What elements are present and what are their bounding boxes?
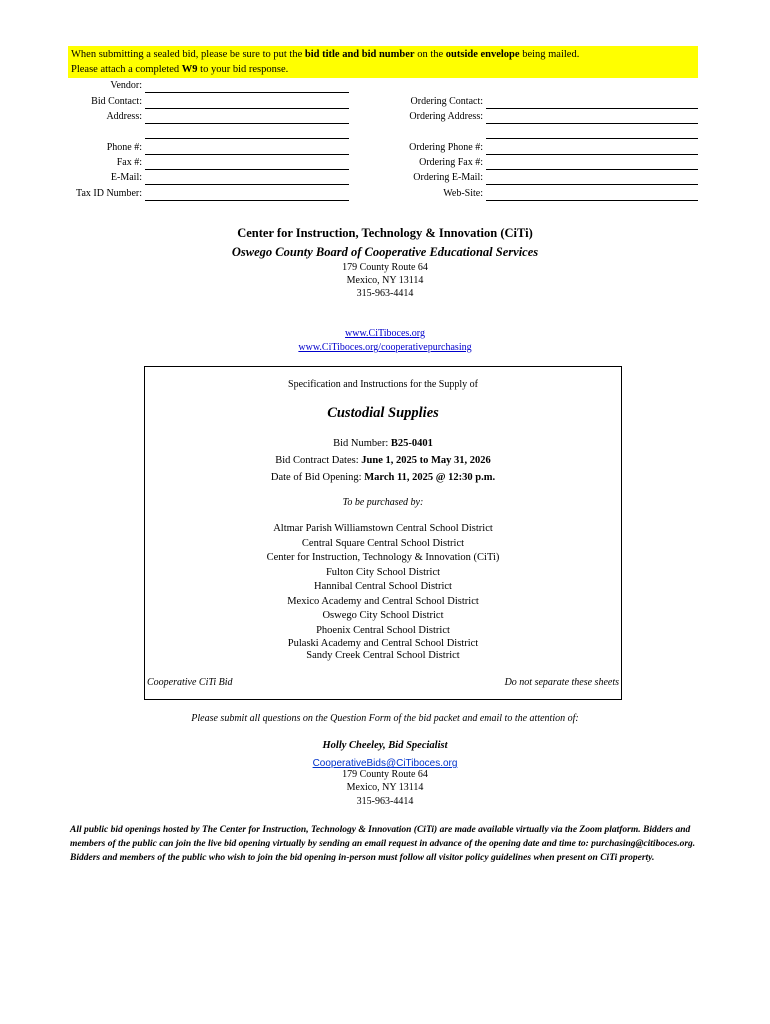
ordering-contact-field[interactable] xyxy=(486,98,698,109)
address-field-2[interactable] xyxy=(145,128,349,139)
district-item: Oswego City School District xyxy=(322,610,444,621)
contact-phone: 315-963-4414 xyxy=(356,796,414,807)
bid-number: Bid Number: B25-0401 xyxy=(333,438,433,449)
vendor-label: Vendor: xyxy=(110,80,142,91)
notice-line-2: Please attach a completed W9 to your bid response. xyxy=(71,64,289,75)
ordering-email-label: Ordering E-Mail: xyxy=(413,172,483,183)
contact-email-link[interactable]: CooperativeBids@CiTiboces.org xyxy=(312,758,458,769)
website-field[interactable] xyxy=(486,190,698,201)
ordering-address-field[interactable] xyxy=(486,113,698,124)
org-name: Center for Instruction, Technology & Innovation (CiTi) xyxy=(237,226,533,240)
district-item: Central Square Central School District xyxy=(301,538,465,549)
cooperative-bid-label: Cooperative CiTi Bid xyxy=(147,677,233,688)
district-item: Mexico Academy and Central School District xyxy=(287,596,479,607)
ordering-address-field-2[interactable] xyxy=(486,128,698,139)
district-item: Sandy Creek Central School District xyxy=(306,650,460,661)
bid-contact-label: Bid Contact: xyxy=(91,96,142,107)
submission-notice xyxy=(68,46,698,78)
fax-field[interactable] xyxy=(145,159,349,170)
ordering-fax-field[interactable] xyxy=(486,159,698,170)
district-item: Center for Instruction, Technology & Innovation (CiTi) xyxy=(266,552,500,563)
email-label: E-Mail: xyxy=(110,172,142,183)
org-board: Oswego County Board of Cooperative Educational Services xyxy=(231,245,539,259)
do-not-separate-label: Do not separate these sheets xyxy=(504,677,619,688)
contact-city: Mexico, NY 13114 xyxy=(346,782,424,793)
spec-title: Custodial Supplies xyxy=(327,405,439,421)
vendor-field[interactable] xyxy=(145,82,349,93)
phone-field[interactable] xyxy=(145,144,349,155)
spec-intro: Specification and Instructions for the Supply of xyxy=(288,379,478,390)
org-city: Mexico, NY 13114 xyxy=(346,275,424,286)
contact-name: Holly Cheeley, Bid Specialist xyxy=(322,740,448,751)
district-item: Phoenix Central School District xyxy=(316,625,450,636)
fax-label: Fax #: xyxy=(116,157,142,168)
ordering-phone-label: Ordering Phone #: xyxy=(409,142,483,153)
district-item: Pulaski Academy and Central School District xyxy=(287,638,479,649)
ordering-phone-field[interactable] xyxy=(486,144,698,155)
org-street: 179 County Route 64 xyxy=(342,262,428,273)
email-field[interactable] xyxy=(145,174,349,185)
contract-dates: Bid Contract Dates: June 1, 2025 to May 31, 2026 xyxy=(275,455,491,466)
org-cooperative-link[interactable]: www.CiTiboces.org/cooperativepurchasing xyxy=(298,342,472,353)
org-website-link[interactable]: www.CiTiboces.org xyxy=(345,328,425,339)
purchased-by: To be purchased by: xyxy=(342,497,424,508)
specification-box xyxy=(144,366,622,700)
address-label: Address: xyxy=(106,111,142,122)
notice-line-1: When submitting a sealed bid, please be sure to put the bid title and bid number on the outside envelope being mailed. xyxy=(71,49,580,60)
virtual-opening-notice: All public bid openings hosted by The Center for Instruction, Technology & Innovation (CiTi) are made available virtually via the Zoom platform. Bidders and members of the public can join the live bid opening virtually by sending an email request in advance of the opening date and time to: purchasing@citiboces.org. Bidders and members of the public who wish to join the bid opening in-person must follow all visitor policy guidelines when present on CiTi property. xyxy=(70,825,696,863)
district-item: Altmar Parish Williamstown Central School District xyxy=(273,523,493,534)
opening-date: Date of Bid Opening: March 11, 2025 @ 12:30 p.m. xyxy=(270,472,496,483)
district-item: Fulton City School District xyxy=(325,567,441,578)
ordering-contact-label: Ordering Contact: xyxy=(410,96,483,107)
phone-label: Phone #: xyxy=(106,142,142,153)
ordering-fax-label: Ordering Fax #: xyxy=(419,157,483,168)
website-label: Web-Site: xyxy=(443,188,483,199)
contact-street: 179 County Route 64 xyxy=(342,769,428,780)
contact-instruction: Please submit all questions on the Question Form of the bid packet and email to the attention of: xyxy=(191,713,579,724)
tax-id-label: Tax ID Number: xyxy=(76,188,142,199)
ordering-email-field[interactable] xyxy=(486,174,698,185)
district-item: Hannibal Central School District xyxy=(314,581,452,592)
org-phone: 315-963-4414 xyxy=(356,288,414,299)
ordering-address-label: Ordering Address: xyxy=(409,111,483,122)
tax-id-field[interactable] xyxy=(145,190,349,201)
bid-contact-field[interactable] xyxy=(145,98,349,109)
address-field[interactable] xyxy=(145,113,349,124)
